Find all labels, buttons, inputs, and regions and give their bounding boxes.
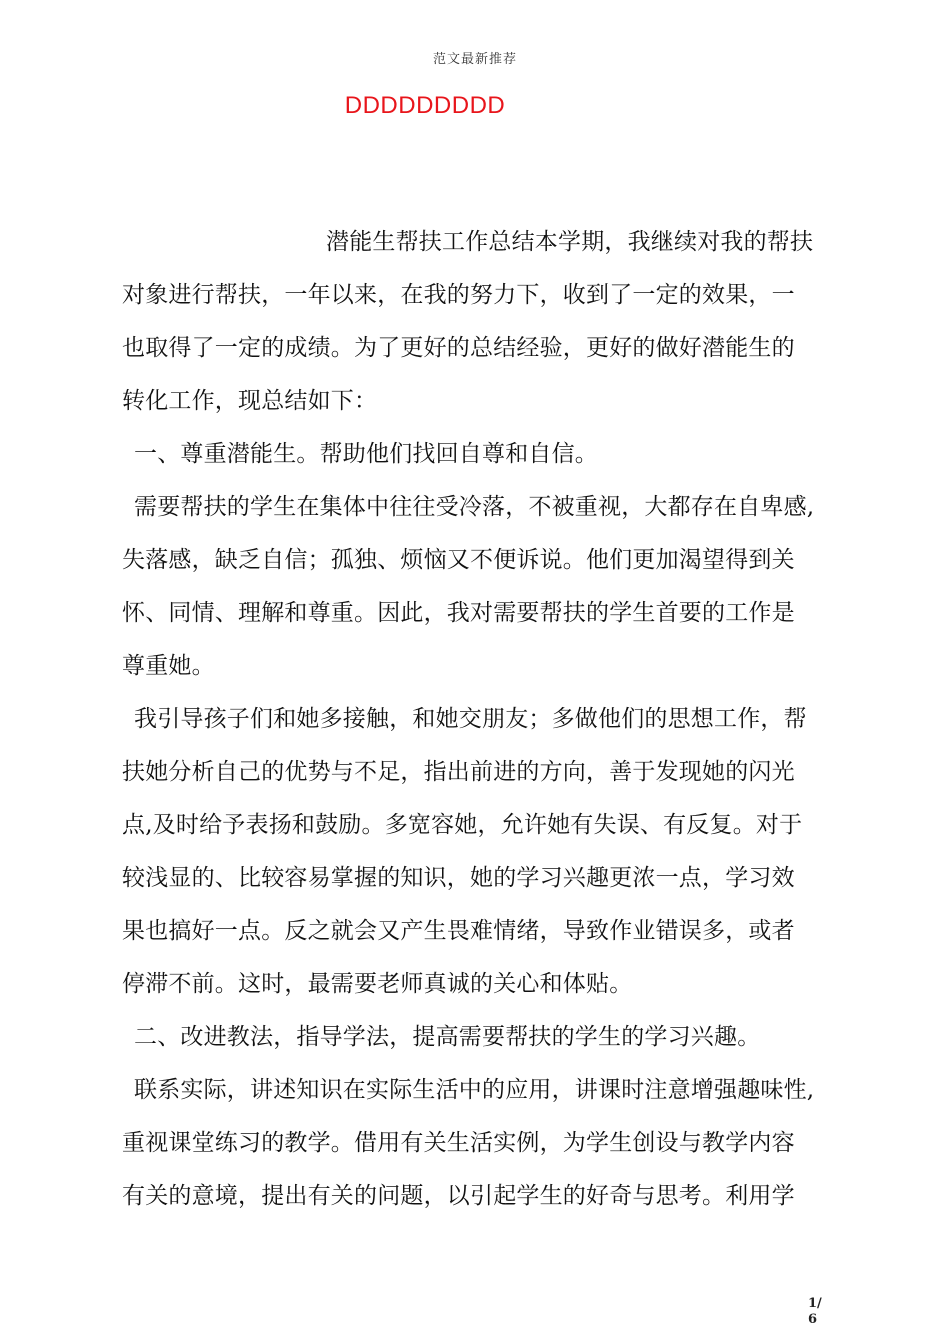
- text-line: 扶她分析自己的优势与不足，指出前进的方向，善于发现她的闪光: [122, 759, 795, 785]
- text-line: 点,及时给予表扬和鼓励。多宽容她，允许她有失误、有反复。对于: [122, 812, 803, 838]
- intro-paragraph: [122, 216, 834, 428]
- section-heading-2: [122, 1011, 834, 1064]
- text-line: 失落感，缺乏自信；孤独、烦恼又不便诉说。他们更加渴望得到关: [122, 547, 795, 573]
- text-line: 有关的意境，提出有关的问题，以引起学生的好奇与思考。利用学: [122, 1183, 795, 1209]
- document-body: [122, 216, 834, 1223]
- text-line: 较浅显的、比较容易掌握的知识，她的学习兴趣更浓一点，学习效: [122, 865, 795, 891]
- text-line: 停滞不前。这时，最需要老师真诚的关心和体贴。: [122, 971, 633, 997]
- text-line: 转化工作，现总结如下：: [122, 388, 378, 414]
- page-number-total: 6: [808, 1312, 818, 1327]
- page-number-current: 1/: [808, 1296, 822, 1311]
- text-line: 怀、同情、理解和尊重。因此，我对需要帮扶的学生首要的工作是: [122, 600, 795, 626]
- section-2-paragraph-1: [122, 1064, 834, 1223]
- text-line: 二、改进教法，指导学法，提高需要帮扶的学生的学习兴趣。: [134, 1024, 761, 1050]
- text-line: 一、尊重潜能生。帮助他们找回自尊和自信。: [134, 441, 598, 467]
- section-heading-1: [122, 428, 834, 481]
- text-line: 对象进行帮扶，一年以来，在我的努力下，收到了一定的效果，一: [122, 282, 795, 308]
- text-line: 潜能生帮扶工作总结本学期，我继续对我的帮扶: [326, 229, 814, 255]
- section-1-paragraph-1: [122, 481, 834, 693]
- page-header: 范文最新推荐: [432, 52, 517, 67]
- text-line: 也取得了一定的成绩。为了更好的总结经验，更好的做好潜能生的: [122, 335, 795, 361]
- section-1-paragraph-2: [122, 693, 834, 1011]
- text-line: 联系实际，讲述知识在实际生活中的应用，讲课时注意增强趣味性,: [134, 1077, 815, 1103]
- text-line: 尊重她。: [122, 653, 215, 679]
- text-line: 重视课堂练习的教学。借用有关生活实例，为学生创设与教学内容: [122, 1130, 795, 1156]
- page-number: [808, 1296, 828, 1328]
- text-line: 需要帮扶的学生在集体中往往受冷落，不被重视，大都存在自卑感,: [134, 494, 815, 520]
- document-title: DDDDDDDDD: [344, 92, 506, 119]
- text-line: 我引导孩子们和她多接触，和她交朋友；多做他们的思想工作，帮: [134, 706, 807, 732]
- text-line: 果也搞好一点。反之就会又产生畏难情绪，导致作业错误多，或者: [122, 918, 795, 944]
